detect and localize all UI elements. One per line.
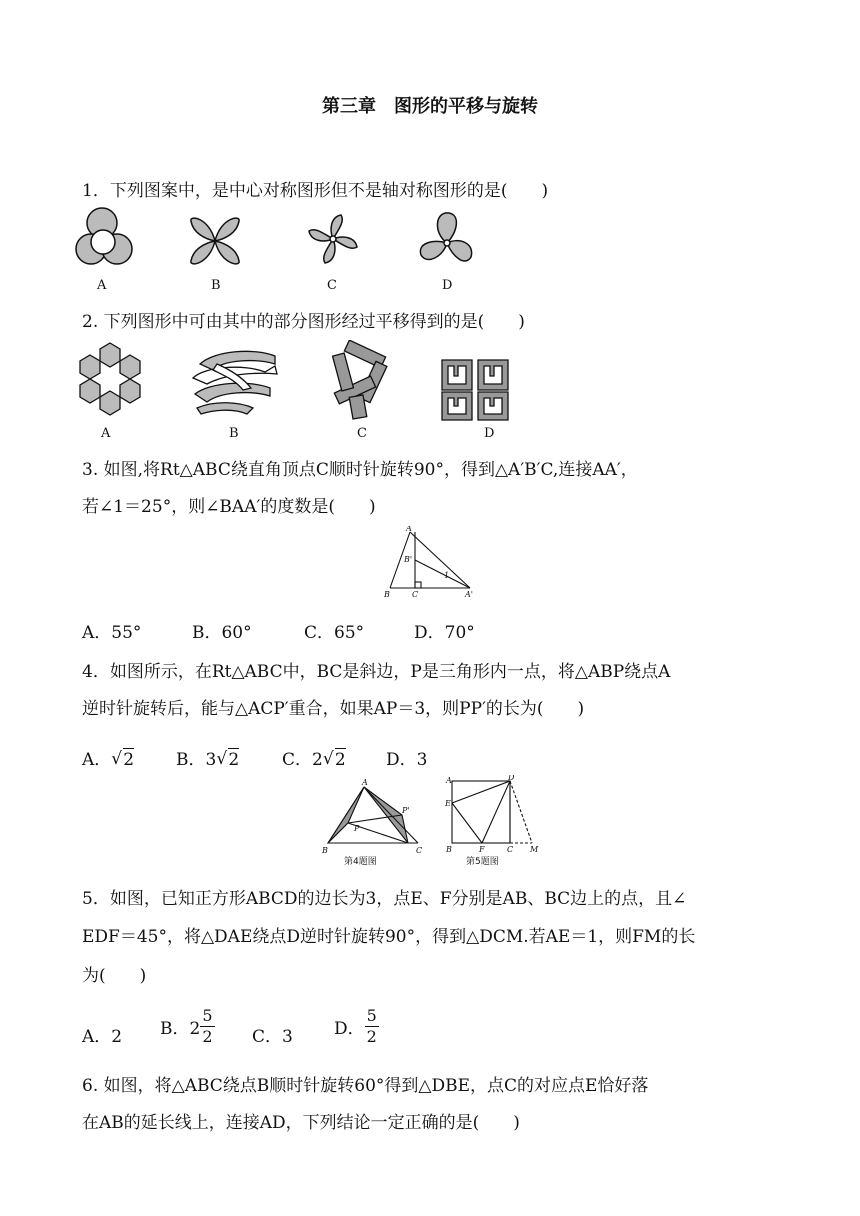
q1-figure-a: [76, 208, 132, 264]
q3-figure: [382, 526, 482, 602]
q1-label-b: B: [211, 278, 221, 293]
q5-label-a: A: [446, 776, 452, 785]
q3-label-a: A: [406, 526, 412, 533]
q2-figures: [75, 340, 515, 422]
question-4-line1: 4．如图所示，在Rt△ABC中，BC是斜边，P是三角形内一点，将△ABP绕点A: [82, 662, 671, 682]
q5-label-b: B: [446, 845, 452, 854]
q3-option-d: D．70°: [414, 623, 475, 643]
q4-label-p: P: [354, 824, 360, 833]
q5-option-c: C．3: [252, 1027, 293, 1047]
q1-figure-c: [309, 215, 357, 263]
q3-option-c: C．65°: [304, 623, 365, 643]
q3-label-a-prime: A': [465, 590, 473, 599]
q4-label-a: A: [362, 778, 368, 787]
q3-option-a: A．55°: [82, 623, 142, 643]
q5-figure-caption: 第5题图: [466, 857, 499, 867]
q2-figure-a: [80, 343, 140, 415]
q1-label-a: A: [97, 278, 107, 293]
q1-figure-d: [420, 213, 471, 261]
q3-label-angle-1: 1: [444, 571, 450, 580]
question-5-line1: 5．如图，已知正方形ABCD的边长为3，点E、F分别是AB、BC边上的点，且∠: [82, 889, 687, 909]
q2-figure-d: [442, 360, 508, 420]
q4-label-c: C: [416, 846, 423, 855]
question-6-line1: 6. 如图，将△ABC绕点B顺时针旋转60°得到△DBE，点C的对应点E恰好落: [82, 1076, 649, 1096]
q5-label-c: C: [507, 845, 514, 854]
q5-option-d: D． $\frac{5}{2}$: [334, 1006, 377, 1046]
question-3-line1: 3. 如图,将Rt△ABC绕直角顶点C顺时针旋转90°，得到△A′B′C,连接AA′，: [82, 460, 638, 480]
q4-option-a: A．√ 2: [82, 745, 134, 770]
q2-label-a: A: [101, 426, 111, 441]
q4-figure: [318, 775, 428, 867]
page-title: 第三章 图形的平移与旋转: [322, 96, 538, 117]
q5-label-e: E: [445, 799, 451, 808]
q3-option-b: B．60°: [192, 623, 252, 643]
q2-figure-c: [333, 340, 387, 419]
q5-label-f: F: [479, 845, 485, 854]
q4-label-b: B: [322, 846, 328, 855]
q5-figure: [442, 775, 542, 867]
q4-figure-caption: 第4题图: [344, 857, 377, 867]
q1-figure-b: [191, 218, 239, 264]
q5-label-m: M: [530, 845, 539, 854]
q2-label-b: B: [229, 426, 239, 441]
q1-label-d: D: [442, 278, 453, 293]
q4-label-p-prime: P': [402, 806, 410, 815]
q4-option-c: C．2√ 2: [282, 745, 346, 770]
question-1-text: 1．下列图案中，是中心对称图形但不是轴对称图形的是( ): [82, 181, 549, 201]
question-3-line2: 若∠1＝25°，则∠BAA′的度数是( ): [82, 497, 376, 517]
q3-label-c: C: [412, 590, 419, 599]
q3-label-b: B: [384, 590, 390, 599]
q4-option-b: B．3√ 2: [176, 745, 239, 770]
question-5-line3: 为( ): [82, 966, 147, 986]
question-6-line2: 在AB的延长线上，连接AD，下列结论一定正确的是( ): [82, 1113, 520, 1133]
question-4-line2: 逆时针旋转后，能与△ACP′重合，如果AP＝3，则PP′的长为( ): [82, 699, 585, 719]
q5-label-d: D: [508, 775, 515, 782]
q5-option-a: A．2: [82, 1027, 123, 1047]
question-5-line2: EDF＝45°，将△DAE绕点D逆时针旋转90°，得到△DCM.若AE＝1，则FM的长: [82, 927, 696, 947]
question-2-text: 2. 下列图形中可由其中的部分图形经过平移得到的是( ): [82, 312, 525, 332]
q2-label-c: C: [357, 426, 367, 441]
q1-figures: [75, 205, 495, 277]
q3-label-b-prime: B': [404, 555, 413, 564]
q5-option-b: B．2 $\frac{5}{2}$: [160, 1006, 213, 1046]
q2-label-d: D: [484, 426, 495, 441]
q1-label-c: C: [327, 278, 337, 293]
q2-figure-b: [193, 351, 277, 414]
q4-option-d: D．3: [386, 750, 428, 770]
